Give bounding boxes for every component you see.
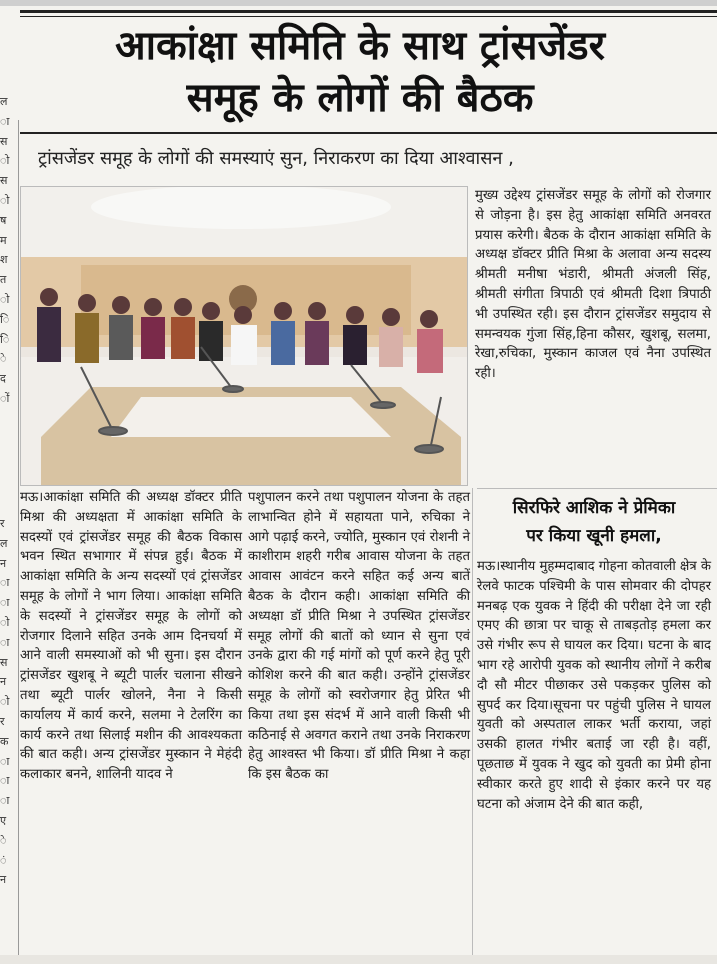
clipped-edge-fragment: स [0,134,8,148]
top-rule [20,10,717,13]
second-story-paragraph: मऊ।स्थानीय मुहम्मदाबाद गोहना कोतवाली क्षेत्र के रेलवे फाटक पश्चिमी के पास सोमवार की दोपहर मनबढ़ एक युवक ने हिंदी की परीक्षा देने जा रही एमए की छात्रा पर चाकू से ताबड़तोड़ हमला कर उसे गंभीर रूप से घायल कर दिया। घटना के बाद भाग रहे आरोपी युवक को स्थानीय लोगों ने करीब दौ सौ मीटर पीछाकर उसे पकड़कर पुलिस को सुपर्द कर दिया।सूचना पर पहुंची पुलिस ने घायल युवती को अस्पताल लाकर भर्ती कराया, जहां उसकी हालत गंभीर बताई जा रही है। वहीं, पूछताछ में युवक ने खुद को युवती का प्रेमी होना स्वीकार करते हुए शादी से इंकार करने पर यह घटना को अंजाम देने की बात कही, [477,559,711,812]
clipped-edge-fragment: ो [0,695,10,709]
story-column-2 [248,488,470,785]
clipped-edge-fragment: स [0,174,8,188]
clipped-edge-fragment: ा [0,754,10,768]
clipped-edge-fragment: न [0,556,7,570]
clipped-edge-fragment: ो [0,292,10,306]
second-story-headline [480,494,708,550]
clipped-edge-fragment: े [0,352,7,366]
clipped-edge-fragment: ो [0,193,10,207]
clipped-edge-fragment: ों [0,391,10,405]
headline [20,20,700,124]
clipped-edge-fragment: ो [0,615,10,629]
clipped-edge-fragment: स [0,655,8,669]
headline-line-2: समूह के लोगों की बैठक [186,75,534,121]
clipped-edge-fragment: म [0,233,7,247]
clipped-edge-fragment: ल [0,95,8,108]
subheadline-rule [20,132,717,134]
story-paragraph-1: मऊ।आकांक्षा समिति की अध्यक्ष डॉक्टर प्रीति मिश्रा की अध्यक्षता में आकांक्षा समिति के सदस्यों एवं ट्रांसजेंडर समूह की बैठक विकास भवन स्थित सभागार में संपन्न हुई। बैठक में आकांक्षा समिति के अन्य सदस्यों एवं ट्रांसजेंडर समूह के लोगों ने भाग लिया। आकांक्षा समिति के सदस्यों ने ट्रांसजेंडर समूह के लोगों को रोजगार दिलाने सहित उनके आम दिनचर्या में आने वाली समस्याओं को भी सुना। इस दौरान ट्रांसजेंडर खुशबू ने ब्यूटी पार्लर चलाना सीखने तथा ब्यूटी पार्लर खोलने, नैना ने किसी कार्यालय में कार्य करने, सलमा ने टेलरिंग का कार्य करने तथा सिलाई मशीन की आवश्यकता की बात कही। अन्य ट्रांसजेंडर मुस्कान ने मेहंदी कलाकार बनने, शालिनी यादव ने [20,490,242,783]
clipped-edge-fragment: द [0,372,6,386]
clipped-edge-fragment: ल [0,536,8,550]
clipped-edge-fragment: ा [0,576,10,590]
page-bottom-strip [0,955,717,964]
clipped-left-column-upper [0,92,14,409]
clipped-edge-fragment: त [0,273,7,287]
story-separator [477,488,717,489]
clipped-edge-fragment: ा [0,794,10,808]
story-paragraph-right: मुख्य उद्देश्य ट्रांसजेंडर समूह के लोगों को रोजगार से जोड़ना है। इस हेतु आकांक्षा समिति अनवरत प्रयास करेगी। बैठक के दौरान आकांक्षा समिति के अध्यक्ष डॉक्टर प्रीति मिश्रा के अलावा अन्य सदस्य श्रीमती मनीषा भंडारी, श्रीमती अंजली सिंह, श्रीमती संगीता त्रिपाठी एवं श्रीमती दिशा त्रिपाठी भी उपस्थित रही। इस दौरान ट्रांसजेंडर समुदाय से समन्वयक गुंजा सिंह,हिना कौसर, खुशबू, सलमा, रेखा,रुचिका, मुस्कान काजल एवं नैना उपस्थित रही। [475,188,711,382]
meeting-photo-illustration [21,187,467,485]
second-story-body [477,557,711,814]
left-column-rule [18,120,19,964]
story-paragraph-2: पशुपालन करने तथा पशुपालन योजना के तहत लाभान्वित होने में सहायता पाने, रुचिका ने आगे पढ़ाई करने, ज्योति, मुस्कान एवं रोशनी ने काशीराम शहरी गरीब आवास योजना के तहत आवास आवंटन करने सहित कई अन्य बातें बैठक के दौरान कही। आकांक्षा समिति की अध्यक्षा डॉ प्रीति मिश्रा ने उपस्थित ट्रांसजेंडर समूह लोगों की बातों को ध्यान से सुना एवं उनके द्वारा की गई मांगों को पूर्ण करने हेतु पूरी कोशिश करने की बात कही। उन्होंने ट्रांसजेंडर समूह के लोगों को स्वरोजगार हेतु प्रेरित भी किया तथा इस संदर्भ में आने वाली किसी भी कठिनाई से अवगत कराने तथा उनके निराकरण हेतु आश्वस्त भी किया। डॉ प्रीति मिश्रा ने कहा कि इस बैठक का [248,490,470,783]
story-continuation-right [475,186,711,384]
headline-line-1: आकांक्षा समिति के साथ ट्रांसजेंडर [115,23,605,69]
second-story-headline-line-2: पर किया खूनी हमला, [526,526,662,546]
top-rule-thin [20,16,717,17]
clipped-left-column-lower [0,514,14,890]
column-separator [472,488,473,964]
story-column-1 [20,488,242,785]
subheadline: ट्रांसजेंडर समूह के लोगों की समस्याएं सुन, निराकरण का दिया आश्वासन , [38,148,514,169]
clipped-edge-fragment: ि [0,332,10,346]
clipped-edge-fragment: ा [0,635,10,649]
clipped-edge-fragment: ा [0,774,10,788]
clipped-edge-fragment: ए [0,813,7,827]
clipped-edge-fragment: र [0,517,5,530]
clipped-edge-fragment: ा [0,596,10,610]
clipped-edge-fragment: े [0,833,7,847]
clipped-edge-fragment: ष [0,213,7,227]
page-top-band [0,0,717,6]
clipped-edge-fragment: न [0,873,7,887]
clipped-edge-fragment: श [0,253,8,267]
clipped-edge-fragment: न [0,675,7,689]
second-story-headline-line-1: सिरफिरे आशिक ने प्रेमिका [512,498,676,518]
clipped-edge-fragment: ं [0,853,7,867]
meeting-photo [20,186,468,486]
clipped-edge-fragment: ो [0,154,10,168]
clipped-edge-fragment: ा [0,114,10,128]
clipped-edge-fragment: र [0,714,5,728]
clipped-edge-fragment: क [0,734,9,748]
clipped-edge-fragment: ि [0,312,10,326]
